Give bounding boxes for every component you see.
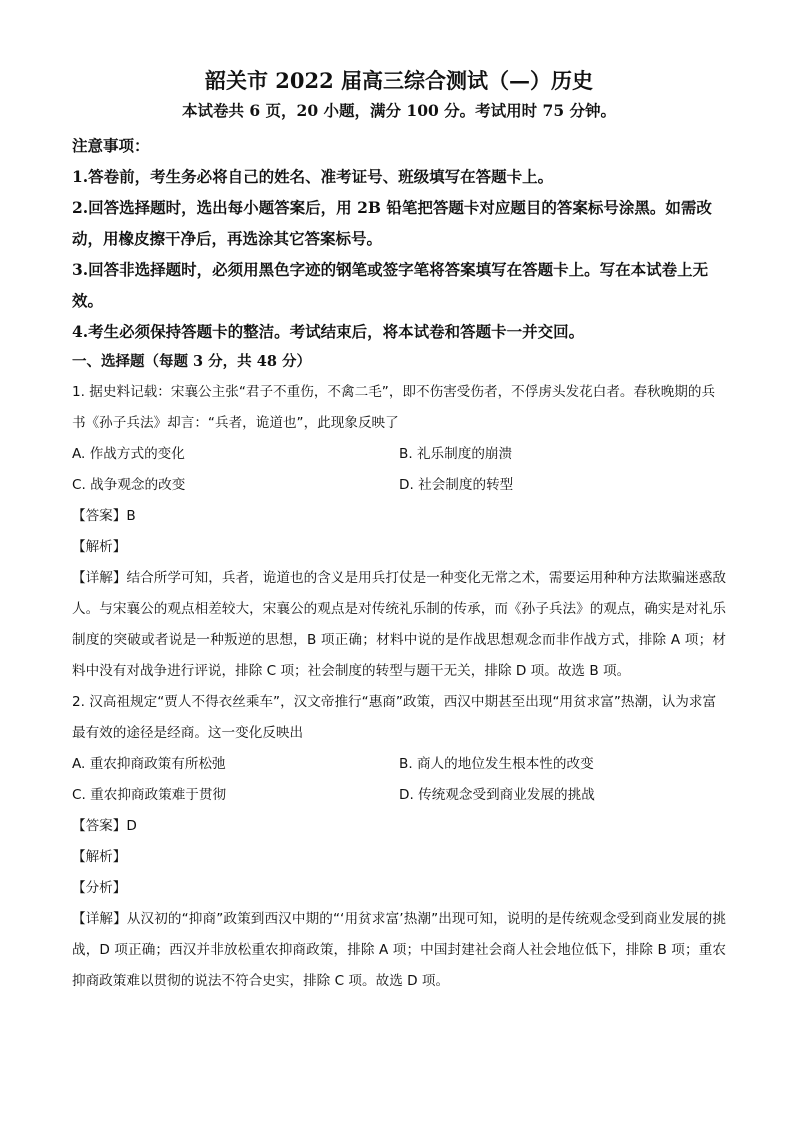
answer-label: 【答案】B [72, 508, 136, 524]
question-stem: 1. 据史料记载：宋襄公主张“君子不重伤，不禽二毛”，即不伤害受伤者，不俘虏头发花白者。春秋晚期的兵书《孙子兵法》却言：“兵者，诡道也”，此现象反映了 [72, 384, 716, 431]
section-title: 一、选择题（每题 3 分，共 48 分） [72, 353, 311, 370]
options [72, 749, 726, 811]
question-2 [72, 687, 726, 997]
option-d: D. 社会制度的转型 [399, 477, 514, 493]
option-a: A. 重农抑商政策有所松弛 [72, 756, 226, 772]
notice-item: 2.回答选择题时，选出每小题答案后，用 2B 铅笔把答题卡对应题目的答案标号涂黑。如需改动，用橡皮擦干净后，再选涂其它答案标号。 [72, 198, 712, 248]
fenxi-label: 【分析】 [72, 880, 127, 896]
notice-heading: 注意事项： [72, 136, 150, 155]
notice-item: 4.考生必须保持答题卡的整洁。考试结束后，将本试卷和答题卡一并交回。 [72, 322, 585, 341]
option-d: D. 传统观念受到商业发展的挑战 [399, 787, 595, 803]
notice-block [72, 130, 726, 347]
notice-item: 1.答卷前，考生务必将自己的姓名、准考证号、班级填写在答题卡上。 [72, 167, 554, 186]
analysis-label: 【解析】 [72, 849, 127, 865]
analysis-label: 【解析】 [72, 539, 127, 555]
detail-explanation: 【详解】从汉初的“抑商”政策到西汉中期的“‘用贫求富’热潮”出现可知，说明的是传统观念受到商业发展的挑战，D 项正确；西汉并非放松重农抑商政策，排除 A 项；中国封建社会商人社会地位低下，排除 B 项；重农抑商政策难以贯彻的说法不符合史实，排除 C 项。故选 D 项。 [72, 911, 726, 989]
detail-explanation: 【详解】结合所学可知，兵者，诡道也的含义是用兵打仗是一种变化无常之术，需要运用种种方法欺骗迷惑敌人。与宋襄公的观点相差较大，宋襄公的观点是对传统礼乐制的传承，而《孙子兵法》的观点，确实是对礼乐制度的突破或者说是一种叛逆的思想，B 项正确；材料中说的是作战思想观念而非作战方式，排除 A 项；材料中没有对战争进行评说，排除 C 项；社会制度的转型与题干无关，排除 D 项。故选 B 项。 [72, 570, 726, 679]
question-stem: 2. 汉高祖规定“贾人不得衣丝乘车”，汉文帝推行“惠商”政策，西汉中期甚至出现“用贫求富”热潮，认为求富最有效的途径是经商。这一变化反映出 [72, 694, 717, 741]
option-c: C. 重农抑商政策难于贯彻 [72, 787, 227, 803]
option-b: B. 商人的地位发生根本性的改变 [399, 756, 594, 772]
option-a: A. 作战方式的变化 [72, 446, 185, 462]
notice-item: 3.回答非选择题时，必须用黑色字迹的钢笔或签字笔将答案填写在答题卡上。写在本试卷上无效。 [72, 260, 709, 310]
exam-page [72, 66, 726, 997]
option-c: C. 战争观念的改变 [72, 477, 186, 493]
option-b: B. 礼乐制度的崩溃 [399, 446, 513, 462]
question-1 [72, 377, 726, 687]
options [72, 439, 726, 501]
exam-subtitle: 本试卷共 6 页，20 小题，满分 100 分。考试用时 75 分钟。 [181, 101, 617, 120]
answer-label: 【答案】D [72, 818, 137, 834]
page-title: 韶关市 2022 届高三综合测试（—）历史 [204, 68, 594, 93]
